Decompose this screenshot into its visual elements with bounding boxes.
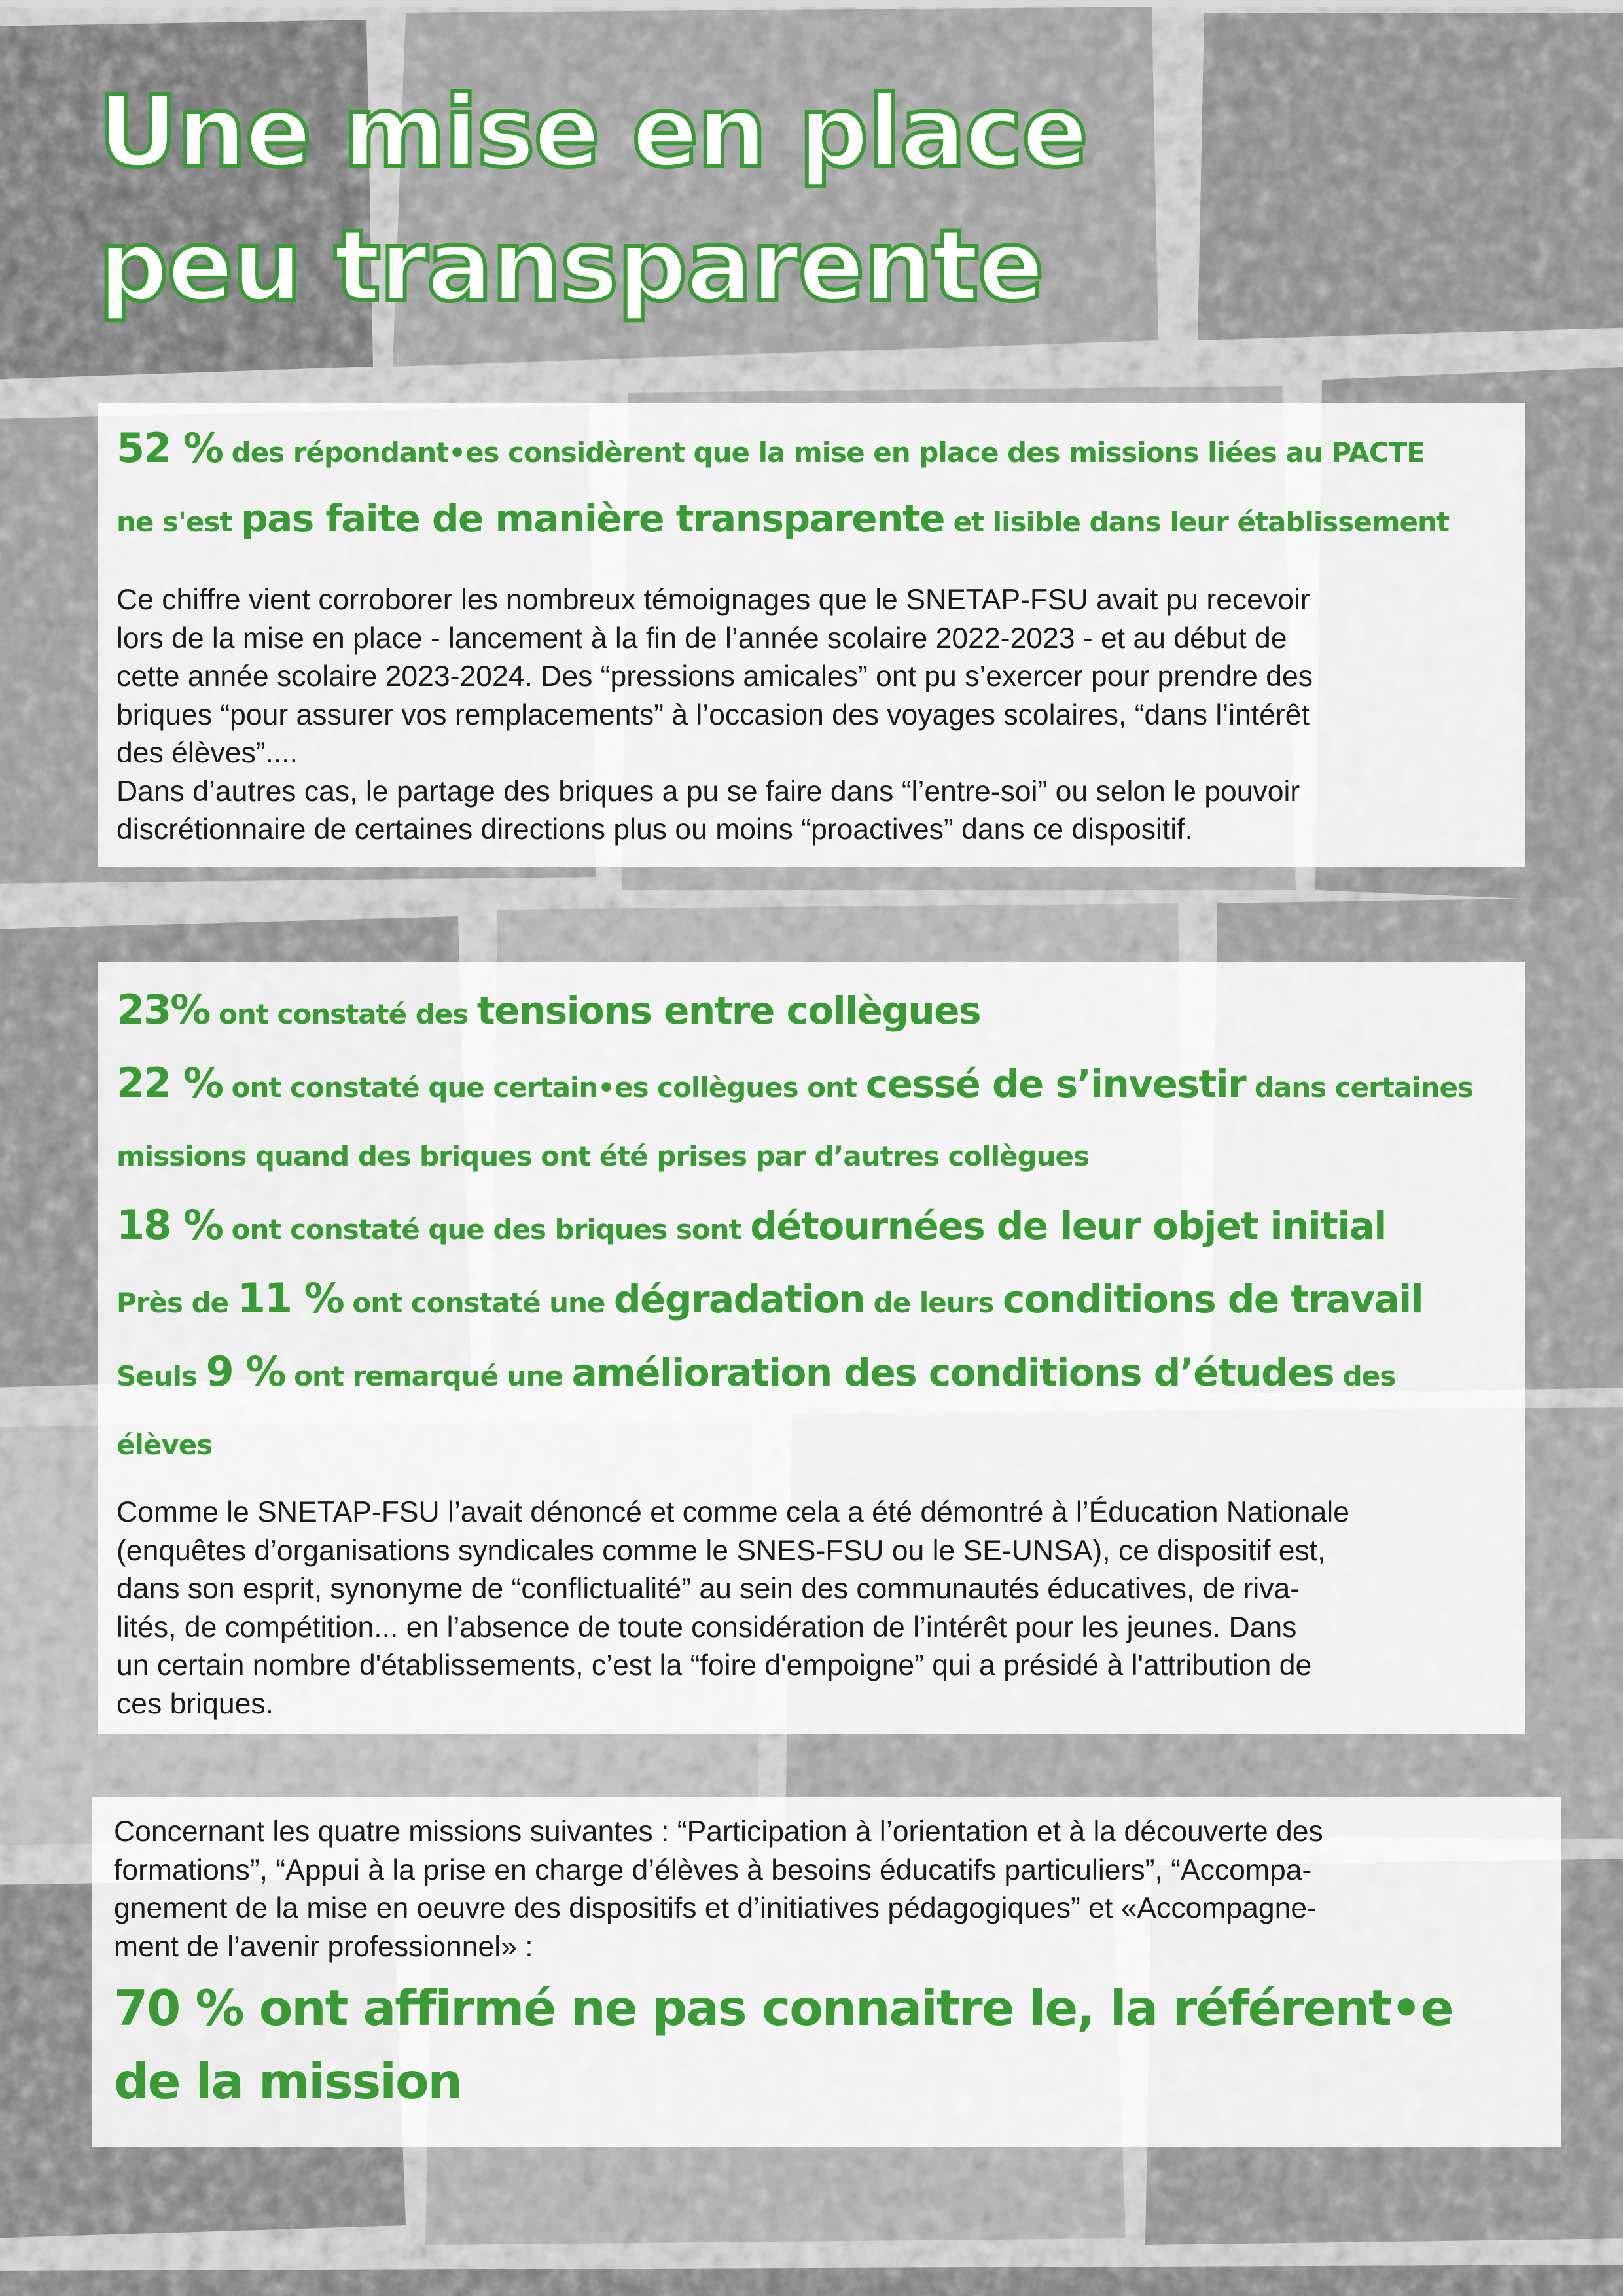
stat-text: ont constaté que des briques sont bbox=[231, 1213, 741, 1246]
transparency-paragraph bbox=[116, 581, 1507, 850]
paragraph-line: discrétionnaire de certaines directions plus ou moins “proactives” dans ce dispositif. bbox=[116, 814, 1193, 846]
stat-value: 52 % bbox=[116, 424, 223, 472]
paragraph-line: dans son esprit, synonyme de “conflictualité” au sein des communautés éducatives, de riva- bbox=[116, 1573, 1300, 1605]
stat-text: des répondant•es considèrent que la mise en place des missions liées au PACTE bbox=[231, 437, 1425, 469]
referent-panel bbox=[92, 1797, 1561, 2147]
stat-11 bbox=[116, 1264, 1507, 1337]
transparency-panel bbox=[98, 403, 1525, 867]
paragraph-line: ment de l’avenir professionnel» : bbox=[114, 1930, 533, 1963]
stat-text: ont constaté une bbox=[352, 1287, 605, 1319]
stat-23 bbox=[116, 975, 1507, 1049]
paragraph-line: lités, de compétition... en l’absence de toute considération de l’intérêt pour les jeunes. Dans bbox=[116, 1611, 1297, 1643]
stat-text: Seuls bbox=[116, 1360, 198, 1392]
paragraph-line: Ce chiffre vient corroborer les nombreux témoignages que le SNETAP-FSU avait pu recevoir bbox=[116, 584, 1310, 616]
stat-text: missions quand des briques ont été prises par d’autres collègues bbox=[116, 1140, 1090, 1172]
stat-value: 18 % bbox=[116, 1201, 223, 1249]
stat-52-line2 bbox=[116, 486, 1507, 555]
stat-text: ne s'est bbox=[116, 506, 232, 538]
paragraph-line: formations”, “Appui à la prise en charge d’élèves à besoins éducatifs particuliers”, “Accompa- bbox=[114, 1854, 1312, 1886]
page-title-line1: Une mise en place bbox=[98, 75, 1087, 189]
page-title bbox=[98, 65, 1087, 334]
paragraph-line: un certain nombre d'établissements, c’est la “foire d'empoigne” qui a présidé à l'attribution de bbox=[116, 1649, 1312, 1681]
stat-22-continuation bbox=[116, 1122, 1507, 1191]
stat-text: dans certaines bbox=[1254, 1071, 1474, 1103]
stat-9-continuation bbox=[116, 1410, 1507, 1479]
paragraph-line: ces briques. bbox=[116, 1687, 274, 1720]
stat-text: Près de bbox=[116, 1287, 229, 1319]
stat-18 bbox=[116, 1191, 1507, 1264]
highlight-line: de la mission bbox=[114, 2053, 461, 2110]
referent-paragraph bbox=[114, 1813, 1539, 1966]
stat-emphasis: amélioration des conditions d’études bbox=[571, 1350, 1334, 1395]
stat-text: ont constaté que certain•es collègues ont bbox=[231, 1071, 857, 1103]
paragraph-line: gnement de la mise en oeuvre des dispositifs et d’initiatives pédagogiques” et «Accompagne- bbox=[114, 1892, 1317, 1924]
paragraph-line: lors de la mise en place - lancement à la fin de l’année scolaire 2022-2023 - et au début de bbox=[116, 622, 1287, 655]
paragraph-line: Comme le SNETAP-FSU l’avait dénoncé et comme cela a été démontré à l’Éducation Nationale bbox=[116, 1496, 1349, 1528]
paragraph-line: (enquêtes d’organisations syndicales comme le SNES-FSU ou le SE-UNSA), ce dispositif est, bbox=[116, 1534, 1326, 1567]
stat-text: élèves bbox=[116, 1429, 213, 1461]
paragraph-line: Concernant les quatre missions suivantes : “Participation à l’orientation et à la découverte des bbox=[114, 1816, 1323, 1848]
paragraph-line: des élèves”.... bbox=[116, 737, 298, 769]
stat-52-line1 bbox=[116, 416, 1507, 486]
paragraph-line: cette année scolaire 2023-2024. Des “pressions amicales” ont pu s’exercer pour prendre des bbox=[116, 660, 1313, 692]
stat-text: ont constaté des bbox=[219, 998, 469, 1030]
paragraph-line: Dans d’autres cas, le partage des briques a pu se faire dans “l’entre-soi” ou selon le pouvoir bbox=[116, 775, 1300, 808]
stat-emphasis: conditions de travail bbox=[1002, 1277, 1423, 1321]
stat-text: et lisible dans leur établissement bbox=[953, 506, 1450, 538]
stat-emphasis: tensions entre collègues bbox=[476, 988, 981, 1033]
tensions-panel bbox=[98, 962, 1525, 1734]
stat-value: 22 % bbox=[116, 1059, 223, 1107]
referent-highlight bbox=[114, 1971, 1539, 2118]
stat-emphasis: dégradation bbox=[614, 1277, 865, 1321]
stat-22 bbox=[116, 1049, 1507, 1122]
stat-value: 9 % bbox=[205, 1348, 285, 1395]
stat-emphasis: détournées de leur objet initial bbox=[750, 1204, 1386, 1248]
page-title-line2: peu transparente bbox=[98, 209, 1043, 323]
stat-9 bbox=[116, 1337, 1507, 1410]
stat-text: ont remarqué une bbox=[294, 1360, 563, 1392]
stat-text: des bbox=[1342, 1360, 1396, 1392]
stat-value: 23% bbox=[116, 986, 210, 1033]
highlight-line: 70 % ont affirmé ne pas connaitre le, la référent•e bbox=[114, 1979, 1453, 2037]
stat-text: de leurs bbox=[873, 1287, 994, 1319]
stat-value: 11 % bbox=[237, 1274, 344, 1322]
stat-emphasis: cessé de s’investir bbox=[865, 1062, 1246, 1106]
paragraph-line: briques “pour assurer vos remplacements” à l’occasion des voyages scolaires, “dans l’intérêt bbox=[116, 698, 1310, 731]
tensions-paragraph bbox=[116, 1494, 1507, 1723]
stat-emphasis: pas faite de manière transparente bbox=[241, 496, 944, 541]
